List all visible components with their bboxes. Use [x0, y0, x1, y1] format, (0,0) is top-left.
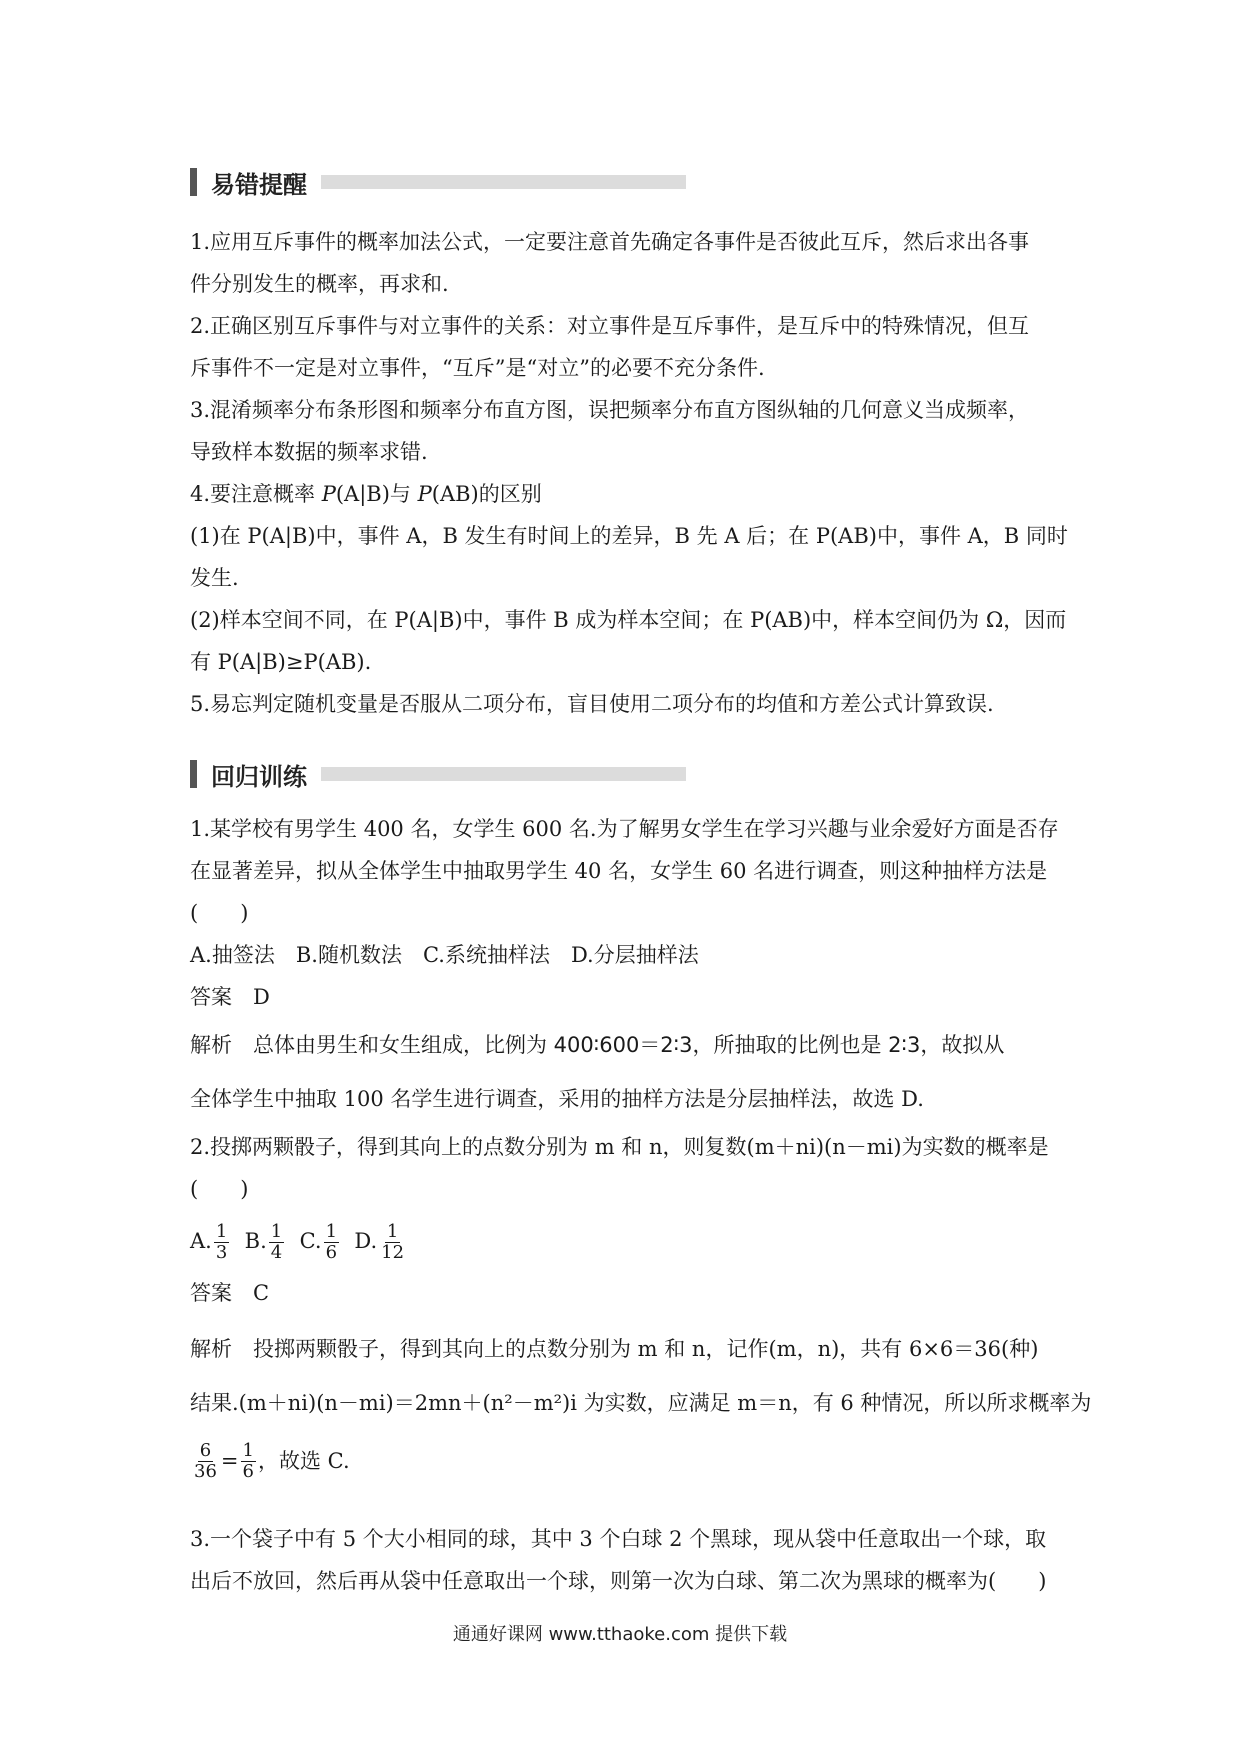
denominator: 3 — [215, 1241, 228, 1263]
q2-analysis-line-3 — [190, 1430, 1060, 1492]
option-label: A. — [190, 1228, 212, 1253]
numerator: 1 — [270, 1220, 283, 1242]
q1-analysis-line-1 — [190, 1018, 1060, 1072]
q2-analysis-line-1 — [190, 1322, 1060, 1376]
numerator: 1 — [242, 1439, 254, 1461]
q1-analysis — [190, 1018, 1060, 1126]
section-header-review — [190, 758, 686, 790]
q1-line-3: ( ) — [190, 901, 249, 925]
tip-4-2-line-1: (2)样本空间不同，在 P(A|B)中，事件 B 成为样本空间；在 P(AB)中，样本空间仍为 Ω，因而 — [190, 608, 1067, 632]
analysis-text: 投掷两颗骰子，得到其向上的点数分别为 m 和 n，记作(m，n)，共有 6×6＝36(种) — [253, 1337, 1039, 1361]
q3-line-2: 出后不放回，然后再从袋中任意取出一个球，则第一次为白球、第二次为黑球的概率为( ) — [190, 1569, 1047, 1593]
tip-4-tail: 的区别 — [478, 482, 542, 506]
option-label: C. — [299, 1228, 322, 1253]
q2-option-b — [245, 1220, 287, 1263]
tip-5-line-1: 5.易忘判定随机变量是否服从二项分布，盲目使用二项分布的均值和方差公式计算致误. — [190, 692, 994, 716]
question-2 — [190, 1126, 1060, 1314]
denominator: 6 — [325, 1241, 338, 1263]
tip-1-line-2: 件分别发生的概率，再求和. — [190, 272, 449, 296]
tip-2-line-2: 斥事件不一定是对立事件，“互斥”是“对立”的必要不充分条件. — [190, 356, 765, 380]
tip-4-line-1 — [190, 473, 1060, 515]
question-1 — [190, 808, 1060, 1018]
q2-line-1: 2.投掷两颗骰子，得到其向上的点数分别为 m 和 n，则复数(m＋ni)(n－mi)为实数的概率是 — [190, 1135, 1049, 1159]
tip-3-line-2: 导致样本数据的频率求错. — [190, 440, 428, 464]
q2-analysis-line-2: 结果.(m＋ni)(n－mi)＝2mn＋(n²－m²)i 为实数，应满足 m＝n，有 6 种情况，所以所求概率为 — [190, 1391, 1092, 1415]
q2-options — [190, 1210, 1060, 1272]
tip-4-p1: P — [321, 482, 336, 506]
tip-3-line-1: 3.混淆频率分布条形图和频率分布直方图，误把频率分布直方图纵轴的几何意义当成频率， — [190, 398, 1030, 422]
fraction — [324, 1222, 339, 1263]
tip-4-a1: (A|B) — [335, 482, 390, 506]
q1-options: A.抽签法 B.随机数法 C.系统抽样法 D.分层抽样法 — [190, 943, 699, 967]
answer-value: D — [253, 985, 270, 1009]
tip-4-prefix: 4.要注意概率 — [190, 482, 322, 506]
fraction — [379, 1222, 406, 1263]
q1-analysis-line-2: 全体学生中抽取 100 名学生进行调查，采用的抽样方法是分层抽样法，故选 D. — [190, 1087, 924, 1111]
fraction — [192, 1441, 219, 1482]
section-title: 易错提醒 — [211, 170, 307, 199]
question-3 — [190, 1518, 1060, 1602]
q1-line-2: 在显著差异，拟从全体学生中抽取男学生 40 名，女学生 60 名进行调查，则这种抽样方法是 — [190, 859, 1048, 883]
denominator: 4 — [270, 1241, 283, 1263]
q3-line-1: 3.一个袋子中有 5 个大小相同的球，其中 3 个白球 2 个黑球，现从袋中任意取出一个球，取 — [190, 1527, 1047, 1551]
section-rule — [321, 175, 686, 189]
option-label: B. — [244, 1228, 267, 1253]
q2-answer — [190, 1272, 1060, 1314]
tip-4-a2: (AB) — [431, 482, 479, 506]
section-marker — [190, 760, 197, 788]
page-footer: 通通好课网 www.tthaoke.com 提供下载 — [452, 1624, 788, 1645]
answer-label: 答案 — [190, 985, 232, 1009]
fraction — [241, 1441, 256, 1482]
tip-4-2-line-2: 有 P(A|B)≥P(AB). — [190, 650, 372, 674]
analysis-label: 解析 — [190, 1337, 232, 1361]
analysis-text: 总体由男生和女生组成，比例为 400∶600＝2∶3，所抽取的比例也是 2∶3，故拟从 — [253, 1033, 1005, 1057]
option-label: D. — [354, 1228, 378, 1253]
q2-option-d — [354, 1220, 408, 1263]
denominator: 12 — [381, 1241, 405, 1263]
tip-2-line-1: 2.正确区别互斥事件与对立事件的关系：对立事件是互斥事件，是互斥中的特殊情况，但互 — [190, 314, 1030, 338]
numerator: 1 — [215, 1220, 228, 1242]
q2-option-a — [190, 1220, 231, 1263]
section-rule — [321, 767, 686, 781]
tip-4-mid: 与 — [389, 482, 418, 506]
denominator: 36 — [194, 1460, 217, 1482]
tip-4-1-line-1: (1)在 P(A|B)中，事件 A，B 发生有时间上的差异，B 先 A 后；在 P(AB)中，事件 A，B 同时 — [190, 524, 1068, 548]
section-marker — [190, 168, 197, 196]
numerator: 6 — [199, 1439, 212, 1461]
equals-sign: = — [220, 1449, 239, 1473]
q1-line-1: 1.某学校有男学生 400 名，女学生 600 名.为了解男女学生在学习兴趣与业余爱好方面是否存 — [190, 817, 1059, 841]
fraction — [214, 1222, 229, 1263]
fraction — [269, 1222, 284, 1263]
error-tips-list — [190, 221, 1068, 725]
q2-line-2: ( ) — [190, 1177, 249, 1201]
q1-answer — [190, 976, 1060, 1018]
analysis-label: 解析 — [190, 1033, 232, 1057]
tip-4-1-line-2: 发生. — [190, 566, 239, 590]
q2-analysis — [190, 1322, 1092, 1492]
section-title: 回归训练 — [211, 762, 307, 791]
numerator: 1 — [325, 1220, 338, 1242]
section-header-errors — [190, 166, 686, 198]
answer-value: C — [253, 1281, 270, 1305]
tip-1-line-1: 1.应用互斥事件的概率加法公式，一定要注意首先确定各事件是否彼此互斥，然后求出各事 — [190, 230, 1030, 254]
denominator: 6 — [242, 1460, 254, 1482]
tip-4-p2: P — [417, 482, 432, 506]
analysis-tail: ，故选 C. — [257, 1449, 350, 1473]
numerator: 1 — [386, 1220, 399, 1242]
q2-option-c — [300, 1220, 341, 1263]
answer-label: 答案 — [190, 1281, 232, 1305]
